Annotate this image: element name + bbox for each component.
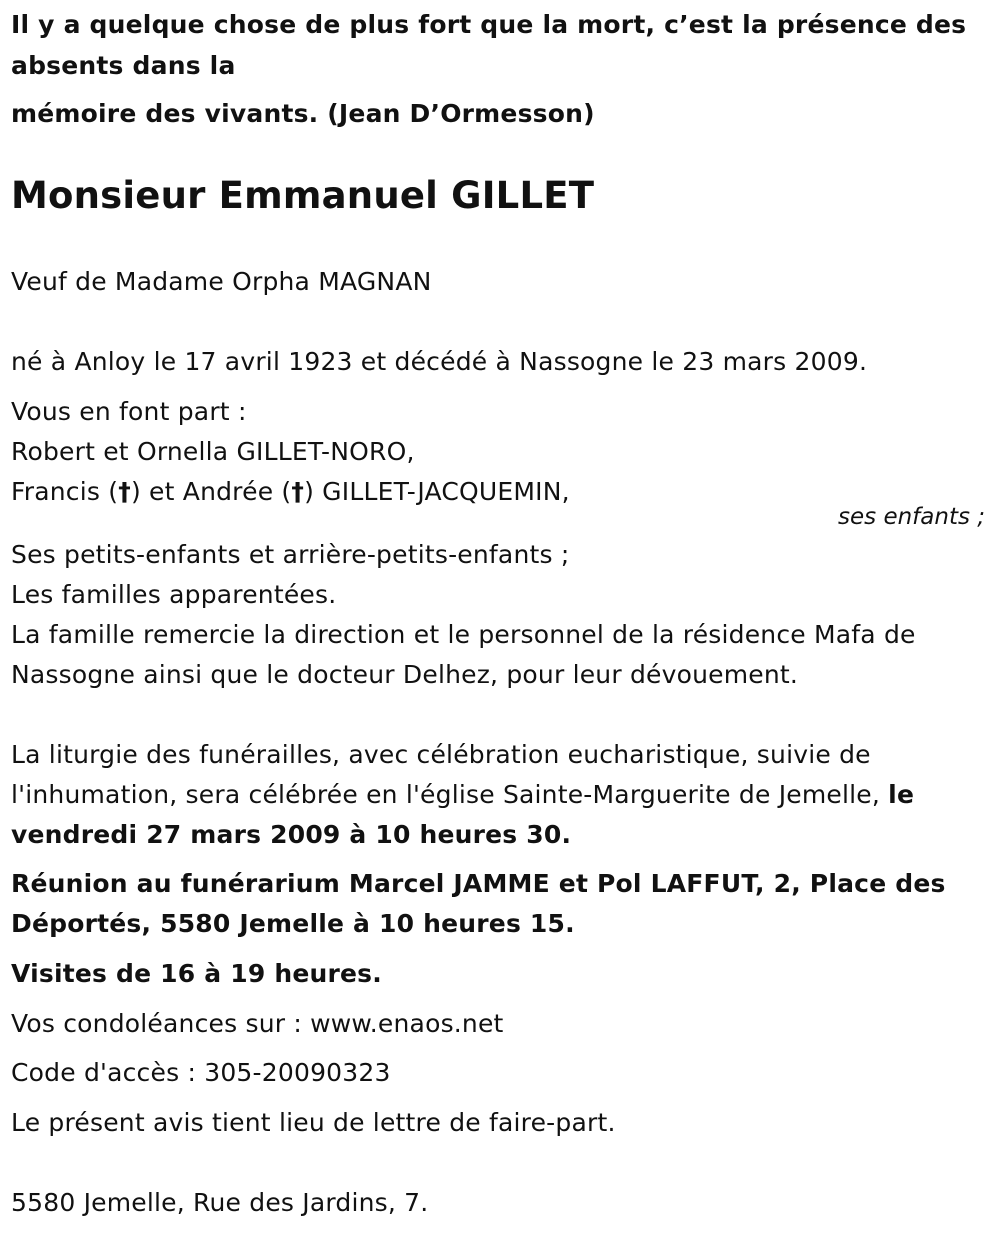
liturgy-line-2 [11, 775, 914, 815]
liturgy-line-2-bold: le [888, 780, 915, 809]
widow-of: Veuf de Madame Orpha MAGNAN [11, 267, 432, 296]
child-2 [11, 472, 570, 512]
quote-line-1: Il y a quelque chose de plus fort que la mort, c’est la présence des [11, 10, 967, 39]
children-label: ses enfants ; [838, 504, 985, 530]
condolences-website: Vos condoléances sur : www.enaos.net [11, 1009, 504, 1038]
child-2-part-a: Francis ( [11, 477, 119, 506]
quote-line-3: mémoire des vivants. (Jean D’Ormesson) [11, 99, 595, 128]
obituary-notice [11, 0, 991, 1238]
liturgy-line-1: La liturgie des funérailles, avec célébration eucharistique, suivie de [11, 740, 871, 769]
birth-death: né à Anloy le 17 avril 1923 et décédé à Nassogne le 23 mars 2009. [11, 347, 868, 376]
relatives: Les familles apparentées. [11, 580, 337, 609]
child-1: Robert et Ornella GILLET-NORO, [11, 437, 415, 466]
access-code: Code d'accès : 305-20090323 [11, 1058, 391, 1087]
liturgy-date: vendredi 27 mars 2009 à 10 heures 30. [11, 820, 572, 849]
child-2-part-b: ) et Andrée ( [130, 477, 292, 506]
gathering-line-1: Réunion au funérarium Marcel JAMME et Pol LAFFUT, 2, Place des [11, 869, 946, 898]
notice-text: Le présent avis tient lieu de lettre de faire-part. [11, 1108, 616, 1137]
quote-line-2: absents dans la [11, 51, 236, 80]
deceased-name: Monsieur Emmanuel GILLET [11, 174, 595, 217]
grandchildren: Ses petits-enfants et arrière-petits-enfants ; [11, 540, 570, 569]
family-intro: Vous en font part : [11, 397, 247, 426]
gathering-line-2: Déportés, 5580 Jemelle à 10 heures 15. [11, 909, 575, 938]
address: 5580 Jemelle, Rue des Jardins, 7. [11, 1188, 429, 1217]
liturgy-line-2-text: l'inhumation, sera célébrée en l'église Sainte-Marguerite de Jemelle, [11, 780, 889, 809]
visits: Visites de 16 à 19 heures. [11, 959, 382, 988]
thanks-line-2: Nassogne ainsi que le docteur Delhez, pour leur dévouement. [11, 660, 799, 689]
cross-icon: † [118, 477, 131, 506]
cross-icon: † [291, 477, 305, 506]
thanks-line-1: La famille remercie la direction et le personnel de la résidence Mafa de [11, 620, 916, 649]
child-2-part-c: ) GILLET-JACQUEMIN, [304, 477, 570, 506]
